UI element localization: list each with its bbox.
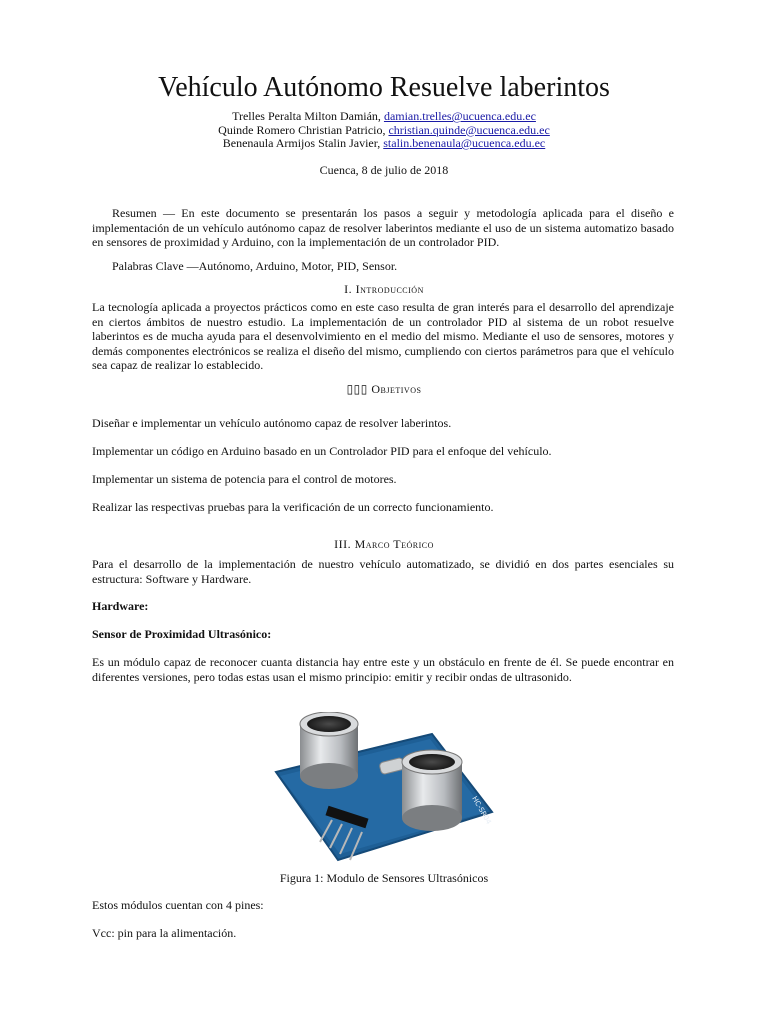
- transducer-left: [300, 712, 358, 789]
- ultrasonic-sensor-figure: [272, 712, 496, 870]
- board-label: HC-SR04: [470, 795, 493, 826]
- sensor-paragraph: Es un módulo capaz de reconocer cuanta distancia hay entre este y un obstáculo en frente de él. Se puede encontrar en diferentes versiones, pero todas estas usan el mismo principio: emitir y recibir ondas de ultrasonido.: [92, 655, 674, 684]
- author-email-link[interactable]: stalin.benenaula@ucuenca.edu.ec: [383, 136, 546, 150]
- vcc-paragraph: Vcc: pin para la alimentación.: [92, 926, 237, 940]
- objective-item: Realizar las respectivas pruebas para la verificación de un correcto funcionamiento.: [92, 500, 494, 514]
- author-list: [0, 110, 768, 151]
- section-heading-introduccion: I. Introducción: [344, 282, 424, 296]
- author-email-link[interactable]: damian.trelles@ucuenca.edu.ec: [383, 109, 536, 123]
- author-line-1: [0, 110, 768, 124]
- transducer-right: [402, 750, 462, 831]
- figure-caption: Figura 1: Modulo de Sensores Ultrasónicos: [279, 871, 489, 885]
- paper-date: Cuenca, 8 de julio de 2018: [319, 163, 449, 177]
- author-name: Benenaula Armijos Stalin Javier,: [222, 136, 384, 150]
- sensor-subheading: Sensor de Proximidad Ultrasónico:: [92, 627, 272, 641]
- keywords: Palabras Clave —Autónomo, Arduino, Motor, PID, Sensor.: [112, 259, 398, 273]
- abstract: Resumen — En este documento se presentarán los pasos a seguir y metodología aplicada para el diseño e implementación de un vehículo autónomo capaz de resolver laberintos mediante el uso de un sistema automatizo basado en sensores de proximidad y Arduino, con la implementación de un controlador PID.: [92, 206, 674, 249]
- objective-item: Implementar un código en Arduino basado en un Controlador PID para el enfoque del vehículo.: [92, 444, 552, 458]
- author-email-link[interactable]: christian.quinde@ucuenca.edu.ec: [388, 122, 550, 137]
- pins-paragraph: Estos módulos cuentan con 4 pines:: [92, 898, 264, 912]
- hardware-label: Hardware:: [92, 599, 149, 613]
- author-name: Trelles Peralta Milton Damián,: [232, 109, 384, 123]
- author-name: Quinde Romero Christian Patricio,: [218, 122, 389, 137]
- marco-paragraph: Para el desarrollo de la implementación de nuestro vehículo automatizado, se dividió en dos partes esenciales su estructura: Software y Hardware.: [92, 557, 674, 586]
- paper-title: Vehículo Autónomo Resuelve laberintos: [158, 72, 610, 103]
- objective-item: Implementar un sistema de potencia para el control de motores.: [92, 472, 397, 486]
- intro-paragraph: La tecnología aplicada a proyectos prácticos como en este caso resulta de gran interés para el desarrollo del aprendizaje en ciertos ámbitos de nuestro estudio. La implementación de un controlador PID al sistema de un robot resuelve laberintos es de mucha ayuda para el desenvolvimiento en el medio del mismo. Mediante el uso de sensores, motores y demás componentes electrónicos se realiza el diseño del mismo, cumpliendo con ciertos parámetros para que el vehículo sea capaz de realizar lo establecido.: [92, 300, 674, 372]
- author-line-2: [0, 124, 768, 138]
- section-heading-objetivos: ▯▯▯ Objetivos: [346, 382, 422, 396]
- author-line-3: [0, 137, 768, 151]
- objective-item: Diseñar e implementar un vehículo autónomo capaz de resolver laberintos.: [92, 416, 452, 430]
- section-heading-marco-teorico: III. Marco Teórico: [334, 537, 434, 551]
